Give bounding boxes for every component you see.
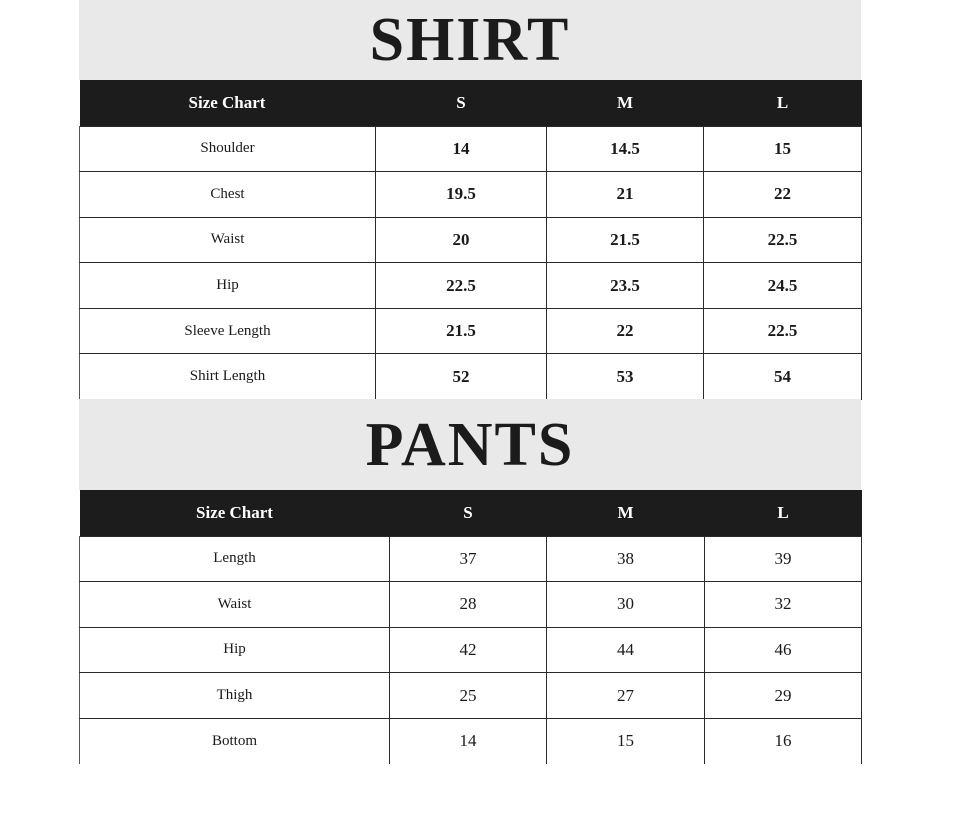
size-m-value: 53 [547, 354, 704, 400]
table-row [80, 172, 862, 218]
shirt-size-chart [79, 0, 861, 400]
measurement-label: Chest [80, 172, 376, 218]
measurement-label: Waist [80, 582, 390, 628]
table-row [80, 217, 862, 263]
size-l-value: 39 [705, 536, 862, 582]
size-m-value: 38 [547, 536, 705, 582]
size-s-header: S [463, 502, 473, 522]
size-l-header: L [777, 502, 789, 522]
size-m-value: 30 [547, 582, 705, 628]
table-row [80, 536, 862, 582]
size-l-value: 46 [705, 627, 862, 673]
size-m-value: 27 [547, 673, 705, 719]
table-row [80, 308, 862, 354]
table-row [80, 126, 862, 172]
pants-size-table [79, 490, 862, 764]
table-row [80, 673, 862, 719]
table-header-row [80, 490, 862, 536]
table-row [80, 627, 862, 673]
measurement-label: Hip [80, 263, 376, 309]
size-m-value: 14.5 [547, 126, 704, 172]
pants-title: PANTS [79, 399, 861, 490]
size-s-value: 14 [390, 718, 547, 764]
table-row [80, 582, 862, 628]
size-l-value: 15 [704, 126, 862, 172]
size-m-value: 44 [547, 627, 705, 673]
size-m-value: 15 [547, 718, 705, 764]
size-chart-header: Size Chart [188, 92, 266, 112]
table-row [80, 354, 862, 400]
measurement-label: Sleeve Length [80, 308, 376, 354]
measurement-label: Waist [80, 217, 376, 263]
measurement-label: Bottom [80, 718, 390, 764]
size-l-value: 16 [705, 718, 862, 764]
size-s-value: 25 [390, 673, 547, 719]
size-s-value: 22.5 [376, 263, 547, 309]
table-row [80, 718, 862, 764]
size-s-value: 42 [390, 627, 547, 673]
measurement-label: Length [80, 536, 390, 582]
measurement-label: Hip [80, 627, 390, 673]
size-m-value: 21 [547, 172, 704, 218]
size-l-value: 24.5 [704, 263, 862, 309]
size-l-value: 32 [705, 582, 862, 628]
size-s-value: 37 [390, 536, 547, 582]
table-row [80, 263, 862, 309]
size-m-value: 23.5 [547, 263, 704, 309]
measurement-label: Thigh [80, 673, 390, 719]
size-m-value: 21.5 [547, 217, 704, 263]
size-s-header: S [456, 92, 466, 112]
measurement-label: Shirt Length [80, 354, 376, 400]
size-m-value: 22 [547, 308, 704, 354]
table-header-row [80, 80, 862, 126]
pants-size-chart [79, 399, 861, 764]
shirt-size-table [79, 80, 862, 400]
size-l-header: L [776, 92, 789, 112]
size-s-value: 21.5 [376, 308, 547, 354]
size-l-value: 29 [705, 673, 862, 719]
size-m-header: M [616, 92, 634, 112]
size-s-value: 19.5 [376, 172, 547, 218]
measurement-label: Shoulder [80, 126, 376, 172]
size-l-value: 22 [704, 172, 862, 218]
size-m-header: M [617, 502, 634, 522]
shirt-title: SHIRT [79, 0, 861, 80]
size-s-value: 14 [376, 126, 547, 172]
size-l-value: 22.5 [704, 308, 862, 354]
size-s-value: 52 [376, 354, 547, 400]
size-chart-header: Size Chart [196, 502, 273, 522]
size-l-value: 54 [704, 354, 862, 400]
size-s-value: 20 [376, 217, 547, 263]
size-s-value: 28 [390, 582, 547, 628]
size-l-value: 22.5 [704, 217, 862, 263]
